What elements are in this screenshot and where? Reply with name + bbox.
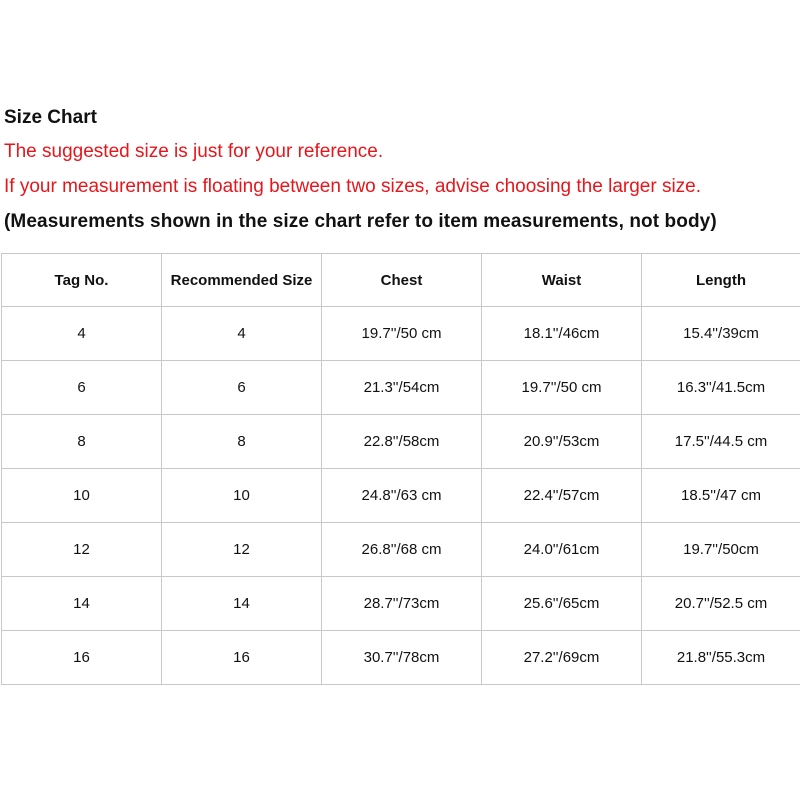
waist-cell: 27.2''/69cm [482,631,642,685]
tag-no-cell: 6 [2,361,162,415]
waist-cell: 22.4''/57cm [482,469,642,523]
tag-no-cell: 16 [2,631,162,685]
length-cell: 20.7''/52.5 cm [642,577,800,631]
table-row [2,307,800,361]
recommended-size-cell: 4 [162,307,322,361]
recommended-size-cell: 10 [162,469,322,523]
tag-no-cell: 4 [2,307,162,361]
length-cell: 16.3''/41.5cm [642,361,800,415]
size-chart-header [4,104,800,240]
length-cell: 21.8''/55.3cm [642,631,800,685]
waist-cell: 24.0''/61cm [482,523,642,577]
chest-cell: 24.8''/63 cm [322,469,482,523]
table-row [2,631,800,685]
recommended-size-cell: 8 [162,415,322,469]
column-header-length: Length [642,254,800,307]
length-cell: 15.4''/39cm [642,307,800,361]
chest-cell: 22.8''/58cm [322,415,482,469]
table-header-row [2,254,800,307]
table-row [2,469,800,523]
table-row [2,415,800,469]
chest-cell: 19.7''/50 cm [322,307,482,361]
tag-no-cell: 10 [2,469,162,523]
length-cell: 19.7''/50cm [642,523,800,577]
tag-no-cell: 14 [2,577,162,631]
chest-cell: 21.3''/54cm [322,361,482,415]
length-cell: 17.5''/44.5 cm [642,415,800,469]
tag-no-cell: 12 [2,523,162,577]
column-header-waist: Waist [482,254,642,307]
waist-cell: 18.1''/46cm [482,307,642,361]
column-header-recommended-size: Recommended Size [162,254,322,307]
recommended-size-cell: 12 [162,523,322,577]
chest-cell: 28.7''/73cm [322,577,482,631]
sizing-advice-note: If your measurement is floating between two sizes, advise choosing the larger size. [4,176,702,197]
column-header-chest: Chest [322,254,482,307]
waist-cell: 25.6''/65cm [482,577,642,631]
table-row [2,577,800,631]
tag-no-cell: 8 [2,415,162,469]
reference-note: The suggested size is just for your reference. [4,141,384,162]
recommended-size-cell: 6 [162,361,322,415]
size-table [1,253,800,685]
recommended-size-cell: 14 [162,577,322,631]
waist-cell: 20.9''/53cm [482,415,642,469]
chest-cell: 30.7''/78cm [322,631,482,685]
waist-cell: 19.7''/50 cm [482,361,642,415]
chest-cell: 26.8''/68 cm [322,523,482,577]
length-cell: 18.5''/47 cm [642,469,800,523]
column-header-tag-no: Tag No. [2,254,162,307]
table-row [2,523,800,577]
table-row [2,361,800,415]
page-title: Size Chart [4,107,97,128]
recommended-size-cell: 16 [162,631,322,685]
measurement-disclaimer: (Measurements shown in the size chart refer to item measurements, not body) [4,211,717,232]
